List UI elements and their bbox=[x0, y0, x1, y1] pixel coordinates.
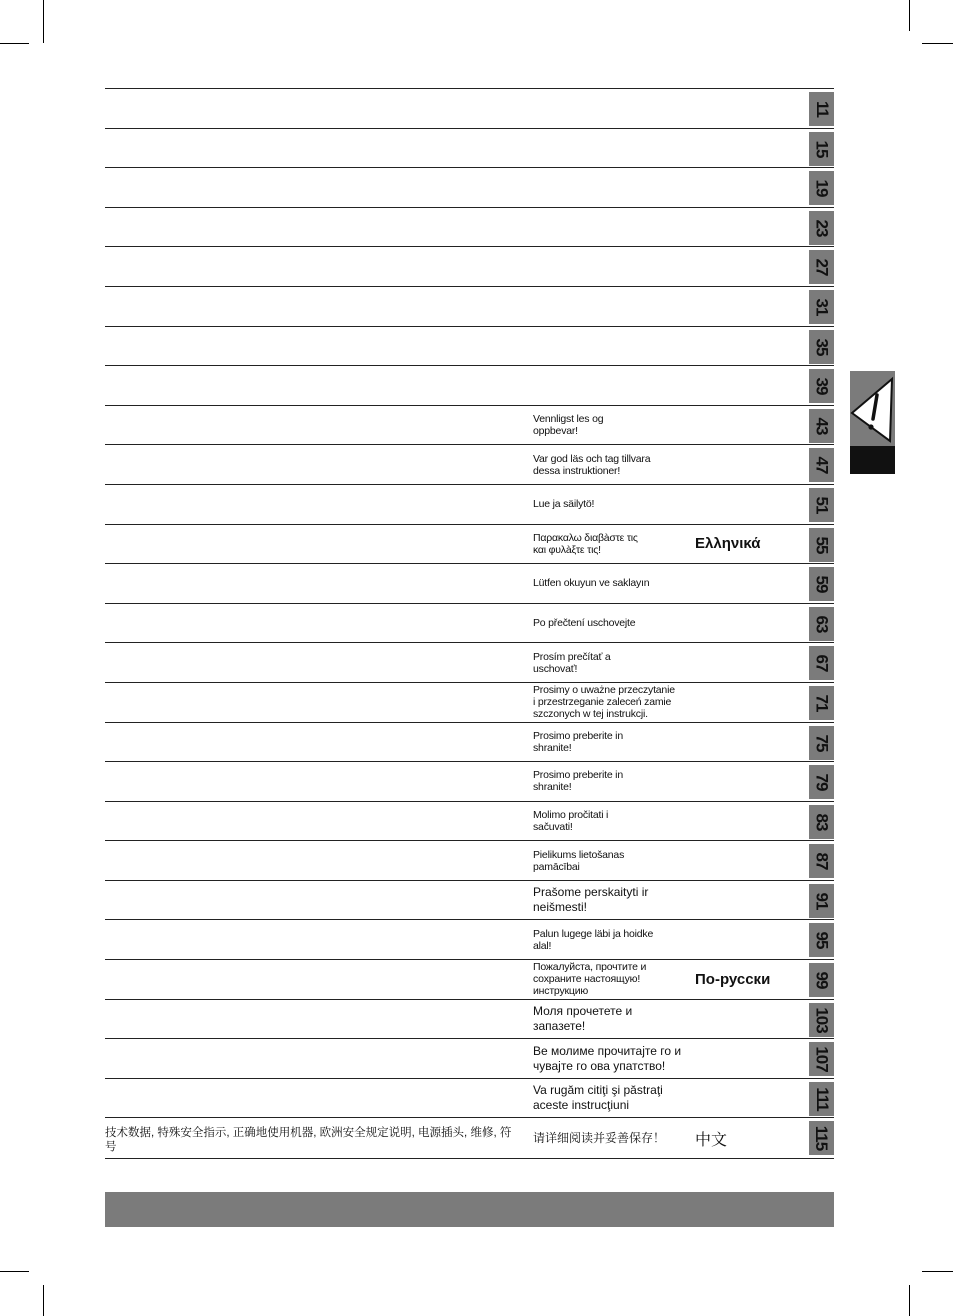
page-number-tab bbox=[809, 92, 834, 126]
toc-row bbox=[105, 722, 834, 762]
read-and-keep-instruction: Prosím prečítať a uschovať! bbox=[533, 650, 611, 675]
page-number-tab bbox=[809, 805, 834, 839]
page-number: 63 bbox=[812, 615, 832, 633]
crop-mark bbox=[909, 0, 910, 31]
warning-side-tab bbox=[850, 371, 895, 474]
crop-mark bbox=[43, 1285, 44, 1316]
crop-mark bbox=[922, 1271, 953, 1272]
read-and-keep-instruction: Моля прочетете и запазете! bbox=[533, 1003, 633, 1033]
toc-row bbox=[105, 88, 834, 128]
page-number: 111 bbox=[812, 1087, 832, 1111]
page-number: 91 bbox=[812, 892, 832, 910]
read-and-keep-instruction: Lue ja säilytö! bbox=[533, 498, 595, 511]
footer-bar bbox=[105, 1192, 834, 1227]
language-name: Ελληνικά bbox=[695, 535, 761, 553]
page-number-tab bbox=[809, 1121, 834, 1155]
page-number: 39 bbox=[812, 377, 832, 395]
language-name: 中文 bbox=[695, 1131, 728, 1149]
read-and-keep-instruction: 请详细阅读并妥善保存！ bbox=[533, 1130, 666, 1145]
page-number-tab bbox=[809, 171, 834, 205]
page-number: 51 bbox=[812, 496, 832, 514]
page-number: 19 bbox=[812, 179, 832, 197]
toc-row bbox=[105, 642, 834, 682]
toc-row bbox=[105, 167, 834, 207]
page-number: 103 bbox=[812, 1006, 832, 1033]
read-and-keep-instruction bbox=[533, 89, 693, 128]
read-and-keep-instruction bbox=[533, 247, 693, 286]
page-number: 59 bbox=[812, 575, 832, 593]
page-number-tab bbox=[809, 409, 834, 443]
page-number-tab bbox=[809, 844, 834, 878]
toc-row bbox=[105, 405, 834, 445]
toc-row bbox=[105, 919, 834, 959]
page-number: 23 bbox=[812, 219, 832, 237]
page-number-tab bbox=[809, 488, 834, 522]
page-number: 55 bbox=[812, 536, 832, 553]
read-and-keep-instruction bbox=[533, 287, 693, 326]
page-number-tab bbox=[809, 963, 834, 997]
page-number: 67 bbox=[812, 654, 832, 672]
read-and-keep-instruction: Prašome perskaityti ir neišmesti! bbox=[533, 885, 649, 915]
page-number: 79 bbox=[812, 773, 832, 791]
language-name: По-русски bbox=[695, 970, 771, 988]
toc-row bbox=[105, 326, 834, 366]
read-and-keep-instruction: Ве молиме прочитајте го и чувајте го ова упатство! bbox=[533, 1043, 682, 1073]
page-number: 35 bbox=[812, 338, 832, 356]
page-number: 11 bbox=[812, 101, 832, 117]
read-and-keep-instruction bbox=[533, 366, 693, 405]
page-number: 75 bbox=[812, 734, 832, 751]
page-number-tab bbox=[809, 211, 834, 245]
toc-row bbox=[105, 524, 834, 564]
page-number: 43 bbox=[812, 417, 832, 435]
page-number-tab bbox=[809, 132, 834, 166]
page-number-tab bbox=[809, 528, 834, 562]
page-number: 47 bbox=[812, 456, 832, 474]
page-number: 99 bbox=[812, 971, 832, 989]
read-and-keep-instruction bbox=[533, 168, 693, 207]
read-and-keep-instruction: Va rugăm citiţi şi păstraţi aceste instrucţiuni bbox=[533, 1083, 663, 1113]
crop-mark bbox=[909, 1285, 910, 1316]
page-number: 87 bbox=[812, 852, 832, 870]
read-and-keep-instruction: Palun lugege läbi ja hoidke alal! bbox=[533, 927, 654, 952]
read-and-keep-instruction: Παρακαλω διαβàστε τις και φυλàξτε τις! bbox=[533, 531, 638, 556]
page-number: 31 bbox=[812, 298, 832, 316]
crop-mark bbox=[43, 0, 44, 43]
read-and-keep-instruction: Prosimo preberite in shranite! bbox=[533, 729, 623, 754]
toc-row bbox=[105, 682, 834, 722]
toc-row bbox=[105, 761, 834, 801]
table-of-contents bbox=[105, 88, 834, 1159]
read-and-keep-instruction: Pielikums lietošanas pamācībai bbox=[533, 848, 625, 873]
page-number-tab bbox=[809, 765, 834, 799]
read-and-keep-instruction: Po přečtení uschovejte bbox=[533, 617, 636, 630]
page-number: 71 bbox=[812, 694, 832, 712]
page-number-tab bbox=[809, 646, 834, 680]
page-number-tab bbox=[809, 1003, 834, 1037]
page-number-tab bbox=[809, 1042, 834, 1076]
read-and-keep-instruction: Prosimy o uważne przeczytanie i przestrzeganie zaleceń zamie szczonych w tej instrukcji. bbox=[533, 684, 675, 721]
page-number-tab bbox=[809, 250, 834, 284]
toc-row bbox=[105, 801, 834, 841]
row-description: 技术数据, 特殊安全指示, 正确地使用机器, 欧洲安全规定说明, 电源插头, 维修, 符号 bbox=[105, 1127, 512, 1154]
toc-row bbox=[105, 1038, 834, 1078]
crop-mark bbox=[0, 43, 29, 44]
crop-mark bbox=[0, 1271, 29, 1272]
read-and-keep-instruction: Lütfen okuyun ve saklayın bbox=[533, 577, 650, 590]
toc-row bbox=[105, 246, 834, 286]
warning-triangle-icon bbox=[850, 371, 895, 474]
page-number-tab bbox=[809, 567, 834, 601]
toc-row bbox=[105, 484, 834, 524]
toc-row bbox=[105, 365, 834, 405]
page-number-tab bbox=[809, 330, 834, 364]
read-and-keep-instruction: Vennligst les og oppbevar! bbox=[533, 413, 604, 438]
page-number-tab bbox=[809, 686, 834, 720]
page-number-tab bbox=[809, 726, 834, 760]
toc-row bbox=[105, 880, 834, 920]
read-and-keep-instruction: Var god läs och tag tillvara dessa instruktioner! bbox=[533, 452, 651, 477]
read-and-keep-instruction bbox=[533, 327, 693, 366]
toc-row bbox=[105, 1117, 834, 1159]
toc-row bbox=[105, 959, 834, 999]
crop-mark bbox=[922, 43, 953, 44]
page-number-tab bbox=[809, 290, 834, 324]
page-number-tab bbox=[809, 369, 834, 403]
toc-row bbox=[105, 207, 834, 247]
toc-row bbox=[105, 444, 834, 484]
page-number-tab bbox=[809, 607, 834, 641]
page-number-tab bbox=[809, 448, 834, 482]
page-number: 83 bbox=[812, 813, 832, 831]
read-and-keep-instruction: Molimo pročitati i sačuvati! bbox=[533, 808, 609, 833]
read-and-keep-instruction bbox=[533, 208, 693, 247]
page-number-tab bbox=[809, 923, 834, 957]
toc-row bbox=[105, 128, 834, 168]
page-number: 95 bbox=[812, 932, 832, 949]
read-and-keep-instruction: Prosimo preberite in shranite! bbox=[533, 769, 623, 794]
toc-row bbox=[105, 1078, 834, 1118]
read-and-keep-instruction bbox=[533, 129, 693, 168]
toc-row bbox=[105, 840, 834, 880]
toc-row bbox=[105, 603, 834, 643]
page-number: 27 bbox=[812, 258, 832, 276]
page-number-tab bbox=[809, 1082, 834, 1116]
read-and-keep-instruction: Пожалуйста, прочтите и сохраните настоящую! инструкцию bbox=[533, 961, 647, 998]
page-number-tab bbox=[809, 884, 834, 918]
page-number: 107 bbox=[812, 1046, 832, 1072]
toc-row bbox=[105, 563, 834, 603]
toc-row bbox=[105, 999, 834, 1039]
toc-row bbox=[105, 286, 834, 326]
page-number: 15 bbox=[812, 140, 832, 158]
page-number: 115 bbox=[812, 1126, 832, 1151]
